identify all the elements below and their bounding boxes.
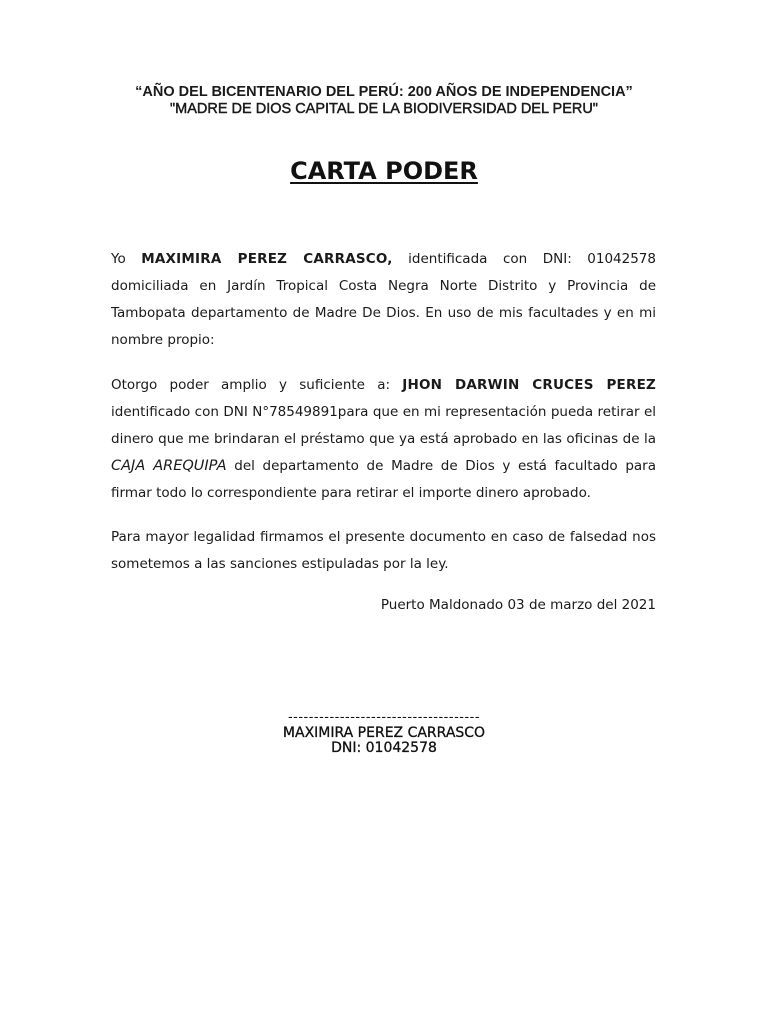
header-year-motto: “AÑO DEL BICENTENARIO DEL PERÚ: 200 AÑOS DE INDEPENDENCIA” [135,84,633,100]
paragraph-grantor [111,246,656,354]
header-region-motto: "MADRE DE DIOS CAPITAL DE LA BIODIVERSIDAD DEL PERU" [170,101,598,117]
paragraph-grant-text-1: identificado con DNI N°78549891para que en mi representación pueda retirar el dinero que me brindaran el préstamo que ya está aprobado en las oficinas de la [111,404,656,447]
signature-block [180,710,588,756]
paragraph-grant-text-2: del departamento de Madre de Dios y está facultado para firmar todo lo correspondiente para retirar el importe dinero aprobado. [111,458,657,501]
paragraph-grantor-prefix: Yo [111,251,142,267]
institution-name: CAJA AREQUIPA [111,458,227,474]
document-title-text: CARTA PODER [290,157,478,185]
paragraph-legality: Para mayor legalidad firmamos el presente documento en caso de falsedad nos sometemos a las sanciones estipuladas por la ley. [111,529,656,572]
grantor-name: MAXIMIRA PEREZ CARRASCO, [141,251,393,267]
grantee-name: JHON DARWIN CRUCES PEREZ [402,377,656,393]
paragraph-grant-prefix: Otorgo poder amplio y suficiente a: [111,377,403,393]
signature-line: ------------------------------------- [287,710,481,725]
paragraph-grant [111,372,656,507]
document-title [0,157,768,185]
place-date: Puerto Maldonado 03 de marzo del 2021 [380,597,656,613]
signature-name: MAXIMIRA PEREZ CARRASCO [282,725,486,741]
signature-dni: DNI: 01042578 [331,740,437,756]
paragraph-grantor-text: identificada con DNI: 01042578 domiciliada en Jardín Tropical Costa Negra Norte Distrito y Provincia de Tambopata departamento de Madre De Dios. En uso de mis facultades y en mi nombre propio: [111,251,656,348]
